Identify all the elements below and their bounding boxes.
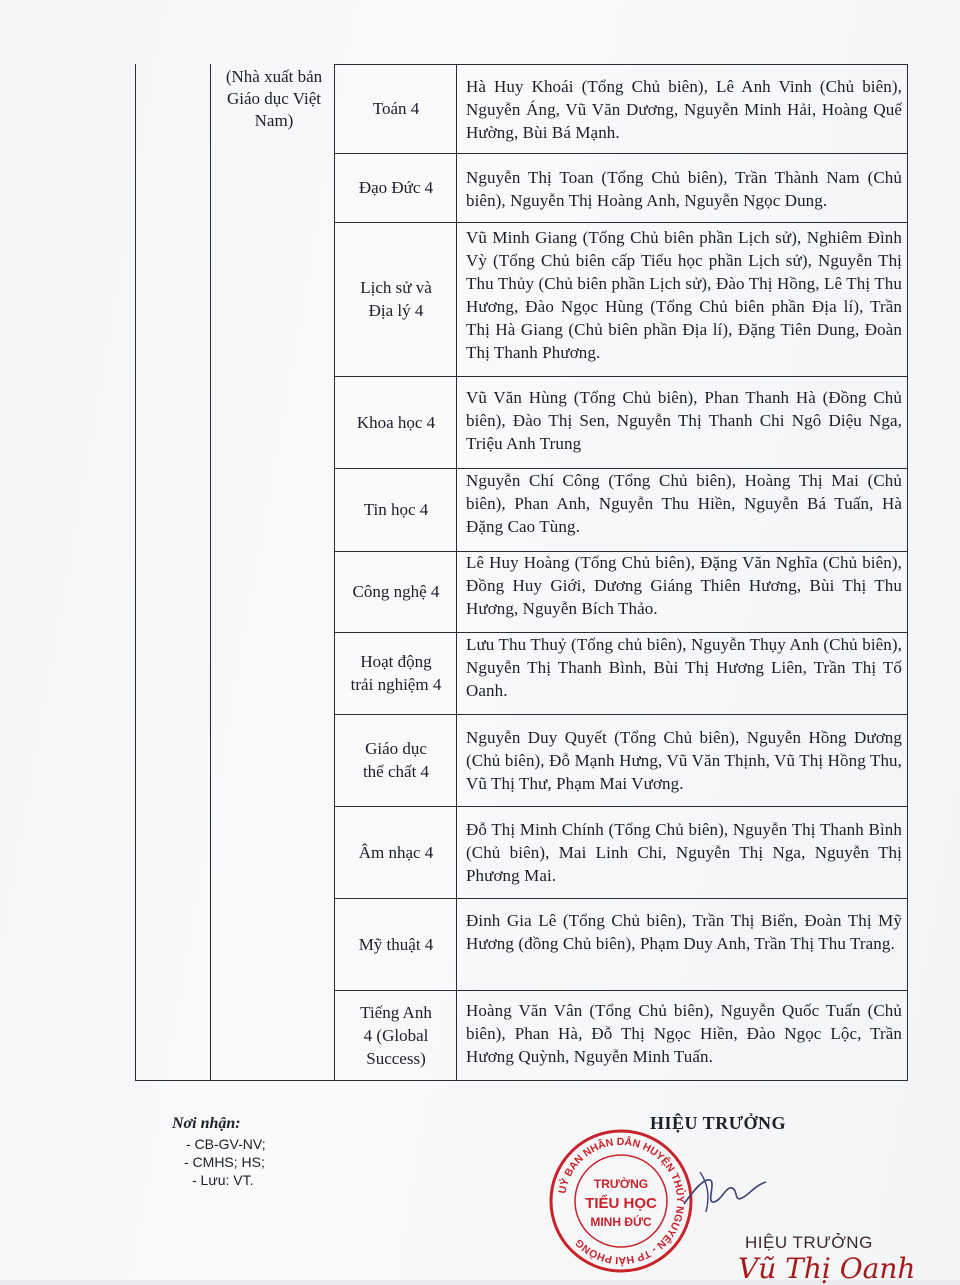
table-col-line: [210, 64, 211, 1081]
recipients-block: [172, 1115, 266, 1189]
stamp-line: TIỂU HỌC: [585, 1195, 657, 1212]
subject-cell: Khoa học 4: [356, 412, 436, 432]
subject-cell: Hoạt động trải nghiệm 4: [350, 652, 442, 694]
recipient-item: - CMHS; HS;: [184, 1154, 265, 1170]
subject-cell: Tiếng Anh 4 (Global Success): [360, 1002, 432, 1068]
authors-cell: Đinh Gia Lê (Tổng Chủ biên), Trần Thị Biển, Đoàn Thị Mỹ Hương (đồng Chủ biên), Phạm Duy Anh, Trần Thị Thu Trang.: [466, 911, 902, 953]
subject-cell: Mỹ thuật 4: [358, 934, 434, 954]
handwritten-signature: [680, 1160, 770, 1220]
authors-cell: Vũ Văn Hùng (Tổng Chủ biên), Phan Thanh Hà (Đồng Chủ biên), Đào Thị Sen, Nguyễn Thị Thanh Chi Ngô Diệu Nga, Triệu Anh Trung: [466, 388, 902, 453]
table-col-line: [456, 64, 457, 1081]
table-col-line: [334, 64, 335, 1081]
signature-title: HIỆU TRƯỞNG: [650, 1113, 787, 1133]
table-border-bottom: [135, 1080, 908, 1081]
table-border-left: [135, 64, 136, 1081]
authors-cell: Nguyễn Duy Quyết (Tổng Chủ biên), Nguyễn Hồng Dương (Chủ biên), Đỗ Mạnh Hưng, Vũ Văn Thịnh, Vũ Thị Hồng Thu, Vũ Thị Thư, Phạm Mai Vương.: [466, 728, 902, 793]
signature-title-under-stamp: HIỆU TRƯỞNG: [745, 1233, 873, 1252]
subject-cell: Âm nhạc 4: [358, 842, 434, 862]
subject-cell: Công nghệ 4: [352, 582, 440, 601]
authors-cell: Lê Huy Hoàng (Tổng Chủ biên), Đặng Văn Nghĩa (Chủ biên), Đồng Huy Giới, Dương Giáng Thiên Hương, Bùi Thị Thu Hương, Nguyễn Bích Thảo.: [466, 553, 902, 618]
authors-cell: Nguyễn Chí Công (Tổng Chủ biên), Hoàng Thị Mai (Chủ biên), Phan Anh, Nguyễn Thu Hiền, Nguyễn Bá Tuấn, Hà Đặng Cao Tùng.: [466, 471, 902, 536]
recipient-item: - CB-GV-NV;: [186, 1136, 266, 1152]
authors-cell: Đỗ Thị Minh Chính (Tổng Chủ biên), Nguyễn Thị Thanh Bình (Chủ biên), Mai Linh Chi, Nguyễn Thị Nga, Nguyễn Thị Phương Mai.: [466, 820, 902, 885]
authors-cell: Nguyễn Thị Toan (Tổng Chủ biên), Trần Thành Nam (Chủ biên), Nguyễn Thị Hoàng Anh, Nguyễn Ngọc Dung.: [466, 168, 902, 210]
authors-cell: Lưu Thu Thuỷ (Tổng chủ biên), Nguyễn Thụy Anh (Chủ biên), Nguyễn Thị Thanh Bình, Bùi Thị Hương Liên, Trần Thị Tố Oanh.: [466, 635, 902, 700]
publisher-cell: (Nhà xuất bản Giáo dục Việt Nam): [225, 67, 323, 130]
table-border-right: [907, 64, 908, 1081]
school-stamp: [548, 1128, 694, 1274]
stamp-line: MINH ĐỨC: [590, 1215, 652, 1229]
subject-cell: Đạo Đức 4: [358, 178, 434, 197]
authors-cell: Hà Huy Khoái (Tổng Chủ biên), Lê Anh Vinh (Chủ biên), Nguyễn Áng, Vũ Văn Dương, Nguyễn Minh Hải, Hoàng Quế Hường, Bùi Bá Mạnh.: [466, 77, 902, 142]
subject-cell: Toán 4: [372, 99, 420, 118]
stamp-ring-text: UỶ BAN NHÂN DÂN HUYỆN THỦY NGUYÊN - TP HẢI PHÒNG: [556, 1135, 687, 1267]
authors-cell: Vũ Minh Giang (Tổng Chủ biên phần Lịch sử), Nghiêm Đình Vỳ (Tổng Chủ biên cấp Tiểu học phần Lịch sử), Nguyễn Thị Thu Thủy (Chủ biên phần Lịch sử), Đào Thị Hồng, Lê Thị Thu Hương, Đào Ngọc Hùng (Tổng Chủ biên phần Địa lí), Trần Thị Hà Giang (Chủ biên phần Địa lí), Đặng Tiên Dung, Đoàn Thị Thanh Phương.: [466, 228, 902, 362]
recipients-title: Nơi nhận:: [172, 1115, 241, 1132]
subject-cell: Tin học 4: [363, 500, 429, 519]
authors-cell: Hoàng Văn Vân (Tổng Chủ biên), Nguyễn Quốc Tuấn (Chủ biên), Phan Hà, Đỗ Thị Ngọc Hiền, Đào Ngọc Lộc, Trần Hương Quỳnh, Nguyễn Minh Tuấn.: [466, 1001, 902, 1066]
recipient-item: - Lưu: VT.: [192, 1172, 254, 1188]
principal-name: Vũ Thị Oanh: [738, 1252, 916, 1285]
subject-cell: Giáo dục thể chất 4: [362, 739, 430, 781]
stamp-line: TRƯỜNG: [593, 1177, 649, 1191]
subject-cell: Lịch sử và Địa lý 4: [360, 278, 432, 320]
